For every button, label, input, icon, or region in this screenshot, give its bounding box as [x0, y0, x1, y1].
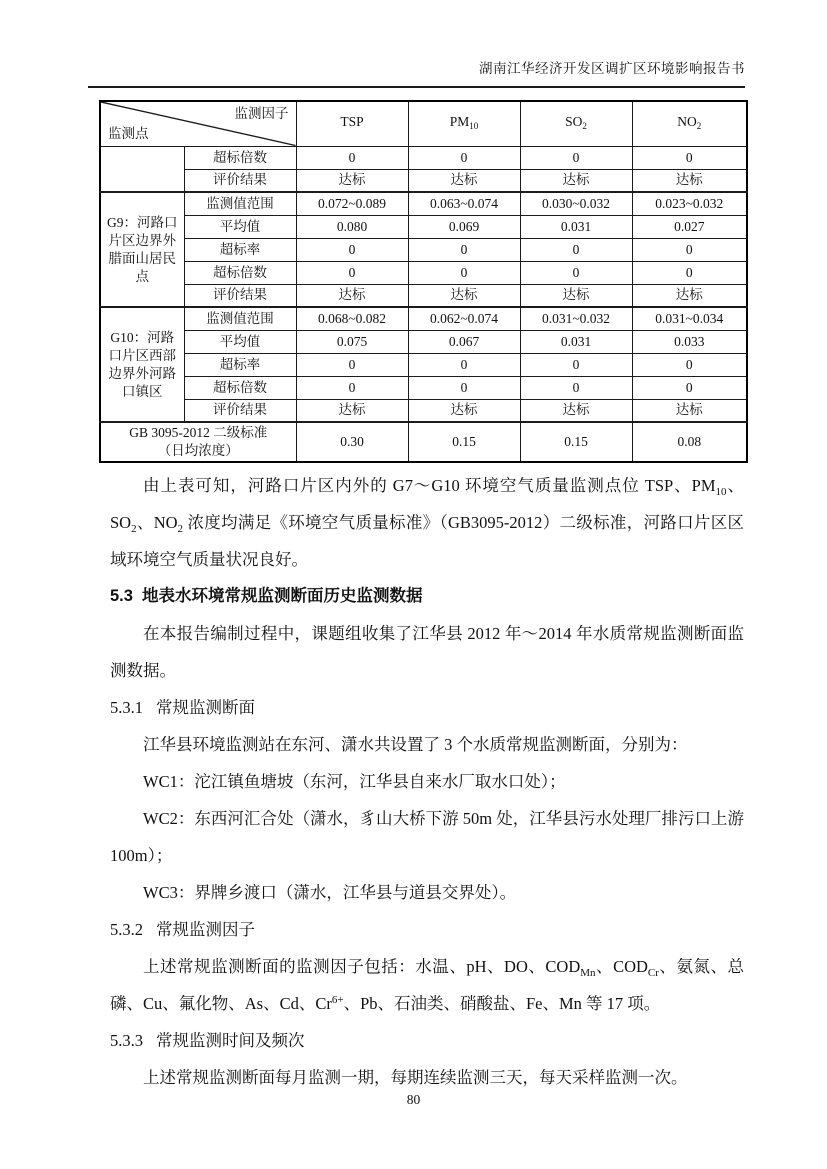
value-cell: 0 [296, 146, 408, 169]
value-cell: 0.030~0.032 [520, 192, 632, 215]
value-cell: 0.30 [296, 422, 408, 462]
value-cell: 达标 [632, 284, 747, 307]
table-row [100, 376, 747, 399]
paragraph-5-3-3: 上述常规监测断面每月监测一期，每期连续监测三天，每天采样监测一次。 [143, 1068, 688, 1087]
value-cell: 达标 [296, 169, 408, 192]
section-heading-5-3: 5.3 地表水环境常规监测断面历史监测数据 [110, 587, 423, 605]
corner-label-factor: 监测因子 [234, 106, 289, 121]
value-cell: 0 [632, 376, 747, 399]
column-header-so2: $SO_2$ [520, 101, 632, 146]
point-label-g10: G10：河路口片区西部边界外河路口镇区 [100, 307, 184, 422]
value-cell: 0.075 [296, 330, 408, 353]
table-row [100, 307, 747, 330]
value-cell: 0.031 [520, 330, 632, 353]
table-row [100, 238, 747, 261]
column-header-pm10: $PM_{10}$ [408, 101, 520, 146]
value-cell: 0.15 [408, 422, 520, 462]
column-header-tsp: TSP [296, 101, 408, 146]
value-cell: 0.027 [632, 215, 747, 238]
value-cell: 0.069 [408, 215, 520, 238]
table-row [100, 353, 747, 376]
value-cell: 0 [296, 353, 408, 376]
section-heading-5-3-3: 5.3.3 常规监测时间及频次 [110, 1031, 305, 1050]
paragraph-5-3-2: 上述常规监测断面的监测因子包括：水温、pH、DO、$COD_{Mn}$、$COD_{Cr}$、氨氮、总磷、Cu、氟化物、As、Cd、$Cr^{6+}$、Pb、石油类、硝酸盐、Fe、Mn 等 17 项。 [110, 957, 744, 1013]
value-cell: 0 [408, 238, 520, 261]
table-row [100, 284, 747, 307]
section-heading-5-3-1: 5.3.1 常规监测断面 [110, 698, 255, 717]
value-cell: 0.031~0.034 [632, 307, 747, 330]
paragraph-wc3: WC3：界牌乡渡口（潇水，江华县与道县交界处）。 [143, 883, 517, 902]
value-cell: 达标 [632, 169, 747, 192]
value-cell: 0.067 [408, 330, 520, 353]
value-cell: 0 [408, 353, 520, 376]
value-cell: 0 [520, 146, 632, 169]
metric-label: 平均值 [184, 215, 296, 238]
value-cell: 达标 [632, 399, 747, 422]
value-cell: 达标 [296, 284, 408, 307]
value-cell: 0.062~0.074 [408, 307, 520, 330]
value-cell: 0.023~0.032 [632, 192, 747, 215]
air-quality-table-wrap [99, 100, 748, 463]
column-header-no2: $NO_2$ [632, 101, 747, 146]
body-text [110, 467, 744, 1096]
point-label-g9: G9：河路口片区边界外腊面山居民点 [100, 192, 184, 307]
value-cell: 0 [296, 238, 408, 261]
value-cell: 0 [632, 238, 747, 261]
value-cell: 0 [520, 238, 632, 261]
paragraph-summary: 由上表可知，河路口片区内外的 G7～G10 环境空气质量监测点位 TSP、$PM_{10}$、$SO_2$、$NO_2$ 浓度均满足《环境空气质量标准》（GB3095-2012）二级标准，河路口片区区域环境空气质量状况良好。 [110, 476, 744, 569]
metric-label: 超标倍数 [184, 376, 296, 399]
paragraph-wc1: WC1：沱江镇鱼塘坡（东河，江华县自来水厂取水口处）； [143, 772, 566, 791]
value-cell: 0 [520, 376, 632, 399]
table-row [100, 192, 747, 215]
value-cell: 0 [520, 353, 632, 376]
point-label [100, 146, 184, 192]
value-cell: 达标 [520, 284, 632, 307]
value-cell: 达标 [408, 284, 520, 307]
value-cell: 0.080 [296, 215, 408, 238]
section-heading-5-3-2: 5.3.2 常规监测因子 [110, 920, 255, 939]
paragraph-5-3-1: 江华县环境监测站在东河、潇水共设置了 3 个水质常规监测断面，分别为： [143, 735, 688, 754]
value-cell: 0 [296, 261, 408, 284]
value-cell: 0.08 [632, 422, 747, 462]
paragraph-wc2: WC2：东西河汇合处（潇水，豸山大桥下游 50m 处，江华县污水处理厂排污口上游 100m）； [110, 809, 744, 865]
value-cell: 达标 [296, 399, 408, 422]
metric-label: 监测值范围 [184, 307, 296, 330]
metric-label: 评价结果 [184, 284, 296, 307]
metric-label: 平均值 [184, 330, 296, 353]
running-header-title: 湖南江华经济开发区调扩区环境影响报告书 [479, 61, 745, 76]
value-cell: 0 [632, 353, 747, 376]
air-quality-table [99, 100, 748, 463]
value-cell: 0.068~0.082 [296, 307, 408, 330]
value-cell: 0 [296, 376, 408, 399]
metric-label: 超标率 [184, 238, 296, 261]
value-cell: 0 [408, 376, 520, 399]
corner-label-point: 监测点 [108, 125, 149, 141]
metric-label: 评价结果 [184, 169, 296, 192]
value-cell: 0.063~0.074 [408, 192, 520, 215]
value-cell: 0.15 [520, 422, 632, 462]
metric-label: 超标率 [184, 353, 296, 376]
table-row-standard [100, 422, 747, 462]
metric-label: 超标倍数 [184, 146, 296, 169]
value-cell: 0 [632, 146, 747, 169]
table-row [100, 215, 747, 238]
value-cell: 达标 [520, 169, 632, 192]
value-cell: 0.033 [632, 330, 747, 353]
diagonal-header-cell [100, 101, 296, 146]
metric-label: 评价结果 [184, 399, 296, 422]
table-row [100, 330, 747, 353]
value-cell: 0 [520, 261, 632, 284]
value-cell: 0.031~0.032 [520, 307, 632, 330]
value-cell: 达标 [520, 399, 632, 422]
table-row [100, 169, 747, 192]
value-cell: 0.072~0.089 [296, 192, 408, 215]
table-row [100, 399, 747, 422]
metric-label: 超标倍数 [184, 261, 296, 284]
value-cell: 0 [408, 261, 520, 284]
paragraph-5-3: 在本报告编制过程中，课题组收集了江华县 2012 年～2014 年水质常规监测断面监测数据。 [110, 624, 744, 680]
value-cell: 达标 [408, 169, 520, 192]
table-row [100, 261, 747, 284]
metric-label: 监测值范围 [184, 192, 296, 215]
table-row [100, 146, 747, 169]
header-rule [88, 86, 745, 88]
value-cell: 达标 [408, 399, 520, 422]
page-number: 80 [406, 1092, 421, 1107]
standard-label: GB 3095-2012 二级标准 （日均浓度） [100, 422, 296, 462]
value-cell: 0 [632, 261, 747, 284]
value-cell: 0.031 [520, 215, 632, 238]
value-cell: 0 [408, 146, 520, 169]
